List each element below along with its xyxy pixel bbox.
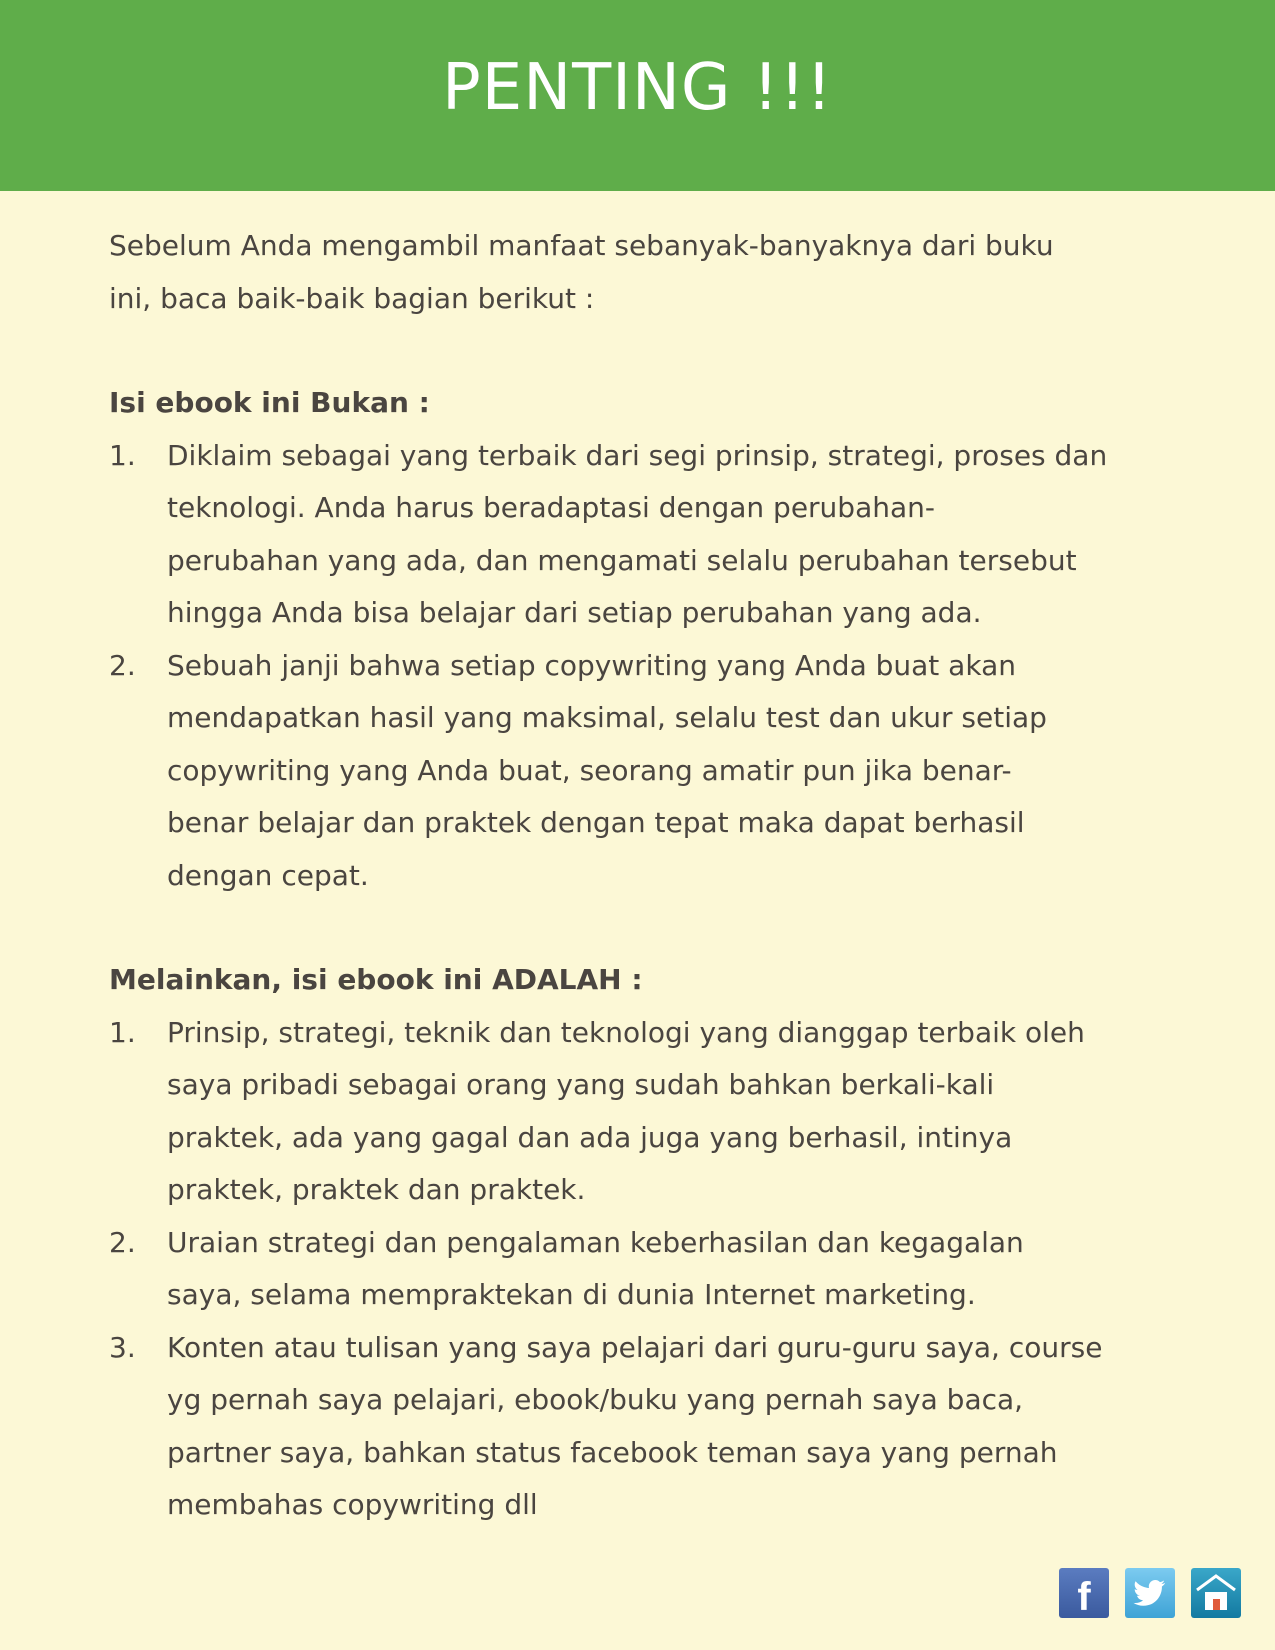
list-line: mendapatkan hasil yang maksimal, selalu test dan ukur setiap: [167, 701, 1047, 734]
list-line: benar belajar dan praktek dengan tepat maka dapat berhasil: [167, 806, 1025, 839]
document-body: [109, 220, 1119, 1532]
section-heading-not: Isi ebook ini Bukan :: [109, 386, 430, 419]
list-number: 3.: [109, 1330, 136, 1364]
intro-paragraph: [109, 220, 1119, 325]
list-item: [109, 430, 1119, 640]
list-line: yg pernah saya pelajari, ebook/buku yang pernah saya baca,: [167, 1383, 1024, 1416]
list-item: [109, 1322, 1119, 1532]
list-number: 1.: [109, 1015, 136, 1049]
home-icon[interactable]: [1191, 1568, 1241, 1618]
list-line: teknologi. Anda harus beradaptasi dengan perubahan-: [167, 491, 935, 524]
list-item: [109, 640, 1119, 903]
list-line: saya, selama mempraktekan di dunia Internet marketing.: [167, 1278, 976, 1311]
facebook-icon[interactable]: [1059, 1568, 1109, 1618]
list-line: Prinsip, strategi, teknik dan teknologi yang dianggap terbaik oleh: [167, 1015, 1085, 1049]
list-line: copywriting yang Anda buat, seorang amatir pun jika benar-: [167, 753, 1012, 787]
intro-line: ini, baca baik-baik bagian berikut :: [109, 281, 595, 315]
list-item: [109, 1007, 1119, 1217]
list-line: partner saya, bahkan status facebook teman saya yang pernah: [167, 1435, 1058, 1469]
page-title: PENTING !!!: [442, 51, 833, 125]
section-spacer: [109, 902, 1119, 954]
house-icon: [1191, 1568, 1241, 1618]
list-line: Konten atau tulisan yang saya pelajari dari guru-guru saya, course: [167, 1330, 1103, 1364]
list-line: perubahan yang ada, dan mengamati selalu perubahan tersebut: [167, 543, 1077, 577]
list-line: membahas copywriting dll: [167, 1488, 538, 1521]
list-item: [109, 1217, 1119, 1322]
list-number: 1.: [109, 438, 136, 472]
twitter-icon[interactable]: [1125, 1568, 1175, 1618]
list-line: saya pribadi sebagai orang yang sudah bahkan berkali-kali: [167, 1068, 995, 1101]
list-line: dengan cepat.: [167, 858, 369, 892]
list-line: Uraian strategi dan pengalaman keberhasilan dan kegagalan: [167, 1225, 1024, 1259]
list-line: praktek, praktek dan praktek.: [167, 1173, 586, 1206]
twitter-bird-icon: [1125, 1568, 1175, 1618]
list-line: hingga Anda bisa belajar dari setiap perubahan yang ada.: [167, 596, 982, 629]
list-not: [109, 430, 1119, 903]
intro-line: Sebelum Anda mengambil manfaat sebanyak-banyaknya dari buku: [109, 229, 1054, 262]
header-banner: [0, 0, 1275, 191]
list-number: 2.: [109, 1225, 136, 1259]
section-heading-is: Melainkan, isi ebook ini ADALAH :: [109, 963, 643, 996]
social-icons: [1059, 1568, 1241, 1618]
facebook-glyph: f: [1077, 1575, 1091, 1618]
list-is: [109, 1007, 1119, 1532]
list-line: Sebuah janji bahwa setiap copywriting yang Anda buat akan: [167, 648, 1016, 682]
list-number: 2.: [109, 648, 136, 682]
list-line: praktek, ada yang gagal dan ada juga yang berhasil, intinya: [167, 1120, 1013, 1154]
list-line: Diklaim sebagai yang terbaik dari segi prinsip, strategi, proses dan: [167, 438, 1108, 472]
